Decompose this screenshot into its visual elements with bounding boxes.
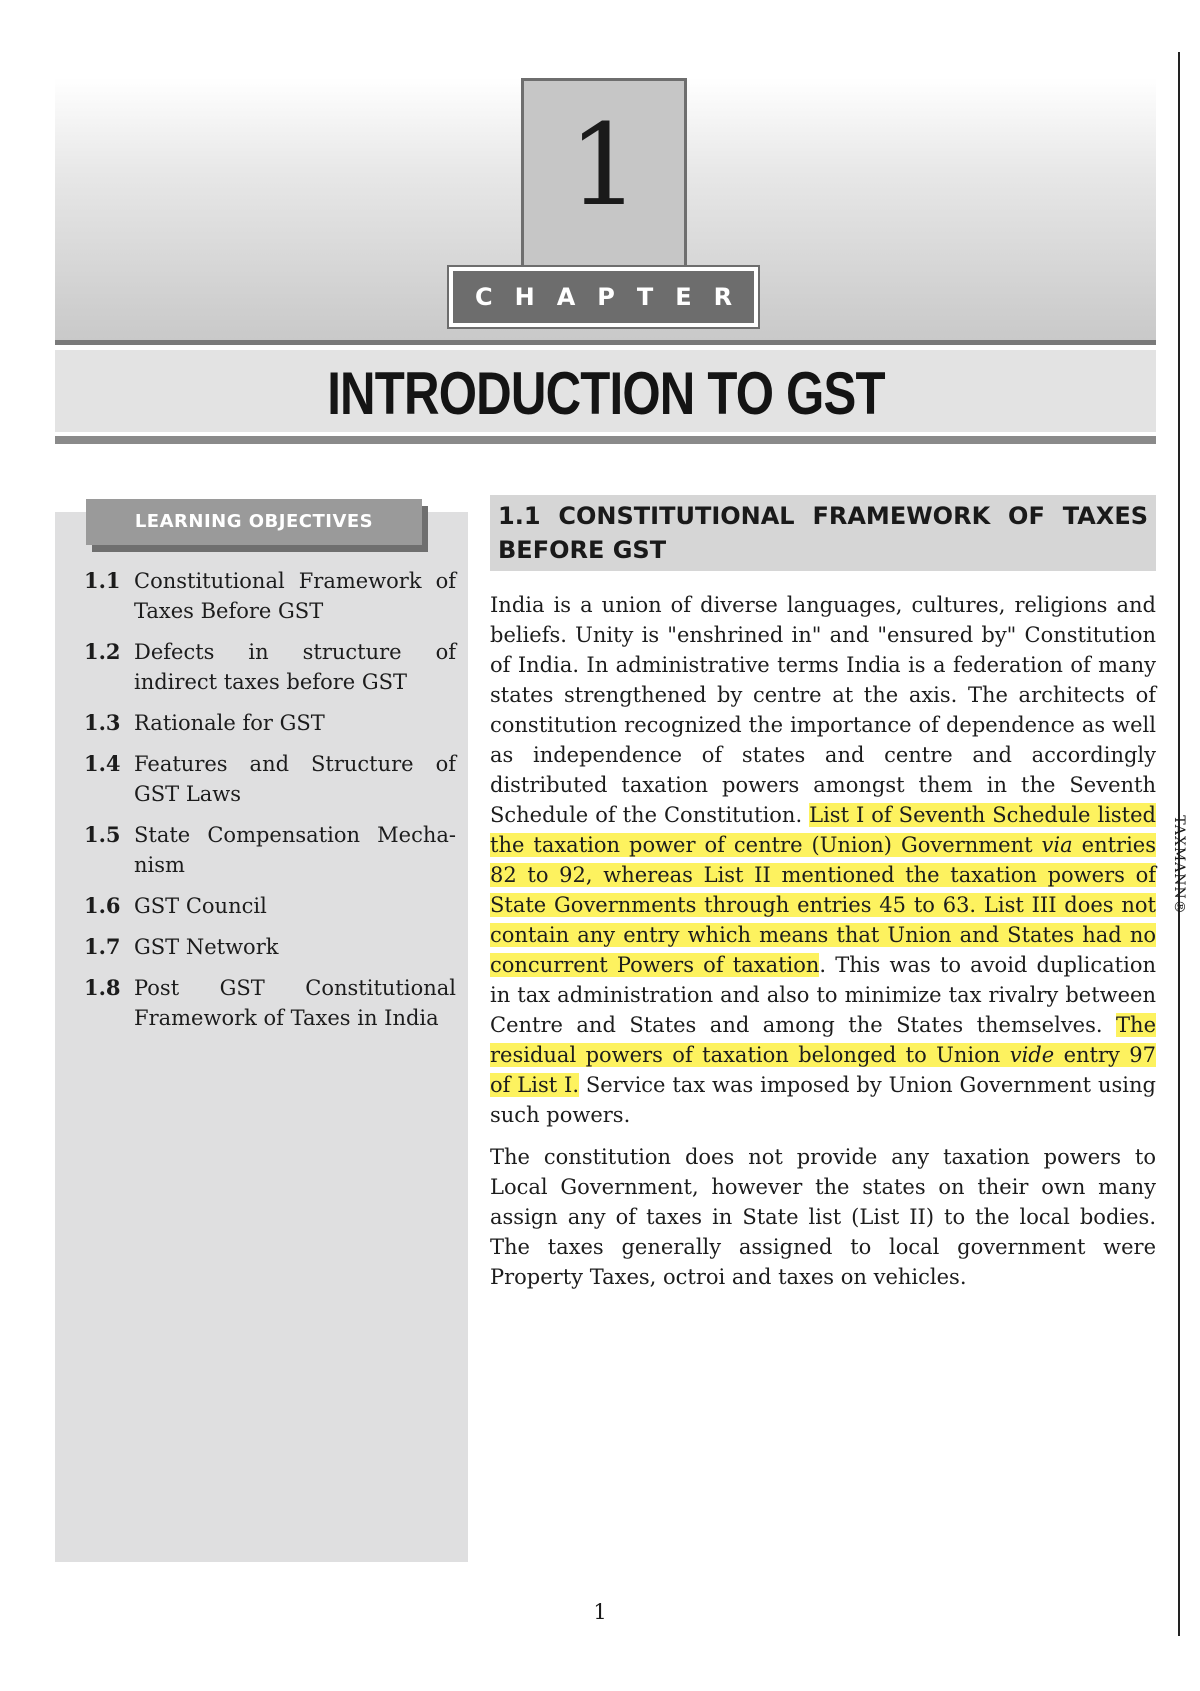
learning-objectives-heading-text: LEARNING OBJECTIVES xyxy=(134,511,374,532)
objective-number: 1.1 xyxy=(84,568,121,593)
list-item xyxy=(84,708,456,738)
objective-text: Post GST Constitutional Framework of Taxes in India xyxy=(134,976,456,1030)
list-item xyxy=(84,932,456,962)
publisher-brand xyxy=(1172,790,1186,940)
list-item xyxy=(84,637,456,697)
publisher-brand-text: TAXMANN® xyxy=(1171,815,1187,915)
chapter-number: 1 xyxy=(568,101,640,231)
list-item xyxy=(84,566,456,626)
chapter-title-band xyxy=(55,350,1156,432)
objective-number: 1.3 xyxy=(84,710,121,735)
text-run: List I of Seventh Schedule listed the taxation power of centre (Union) Government xyxy=(490,803,1156,857)
list-item xyxy=(84,749,456,809)
text-run: The residual powers of taxation belonged to Union xyxy=(490,1013,1156,1067)
main-text-column xyxy=(490,590,1156,1304)
text-run: entries 82 to 92, whereas List II mentioned the taxation powers of State Governments through entries 45 to 63. List III does not contain any entry which means that Union and States had no concurrent Powers of taxation xyxy=(490,833,1156,977)
header-rule-top xyxy=(55,340,1156,345)
objective-number: 1.2 xyxy=(84,639,121,664)
learning-objectives-list xyxy=(84,566,456,1044)
objective-number: 1.7 xyxy=(84,934,121,959)
section-heading: 1.1 CONSTITUTIONAL FRAMEWORK OF TAXES BEFORE GST xyxy=(498,502,1148,564)
chapter-label: CHAPTER xyxy=(475,283,755,311)
objective-number: 1.5 xyxy=(84,822,121,847)
list-item xyxy=(84,820,456,880)
text-run: entry 97 of List I. xyxy=(490,1043,1157,1097)
chapter-number-box xyxy=(521,78,687,278)
objective-text: Constitutional Framework of Taxes Before GST xyxy=(134,569,456,623)
chapter-title: INTRODUCTION TO GST xyxy=(326,360,885,427)
objective-text: Rationale for GST xyxy=(134,711,325,735)
learning-objectives-heading xyxy=(86,499,422,545)
text-run: . This was to avoid duplication in tax administration and also to minimize tax rivalry between Centre and States and among the States themselves. xyxy=(490,953,1156,1037)
objective-text: GST Council xyxy=(134,894,267,918)
header-rule-bottom xyxy=(55,436,1156,444)
objective-text: Defects in structure of indirect taxes before GST xyxy=(134,640,456,694)
objective-text: GST Network xyxy=(134,935,279,959)
objective-text: Features and Structure of GST Laws xyxy=(134,752,456,806)
objective-number: 1.8 xyxy=(84,975,121,1000)
list-item xyxy=(84,891,456,921)
objective-number: 1.4 xyxy=(84,751,121,776)
paragraph: The constitution does not provide any taxation powers to Local Government, however the states on their own many assign any of taxes in State list (List II) to the local bodies. The taxes generally assigned to local government were Property Taxes, octroi and taxes on vehicles. xyxy=(490,1145,1156,1289)
objective-number: 1.6 xyxy=(84,893,121,918)
highlighted-text xyxy=(490,803,1156,977)
italic-text: via xyxy=(1041,833,1073,857)
text-run: Service tax was imposed by Union Government using such powers. xyxy=(490,1073,1156,1127)
objective-text: State Compensation Mecha-nism xyxy=(134,823,456,877)
text-run: India is a union of diverse languages, cultures, religions and beliefs. Unity is "enshrined in" and "ensured by" Constitution of India. In administrative terms India is a federation of many states strengthened by centre at the axis. The architects of constitution recognized the importance of dependence as well as independence of states and centre and accordingly distributed taxation powers amongst them in the Seventh Schedule of the Constitution. xyxy=(490,593,1156,827)
paragraph xyxy=(490,590,1156,1130)
page-number: 1 xyxy=(593,1600,607,1624)
list-item xyxy=(84,973,456,1033)
chapter-label-box xyxy=(449,267,758,327)
section-heading-box xyxy=(490,495,1156,571)
italic-text: vide xyxy=(1009,1043,1055,1067)
